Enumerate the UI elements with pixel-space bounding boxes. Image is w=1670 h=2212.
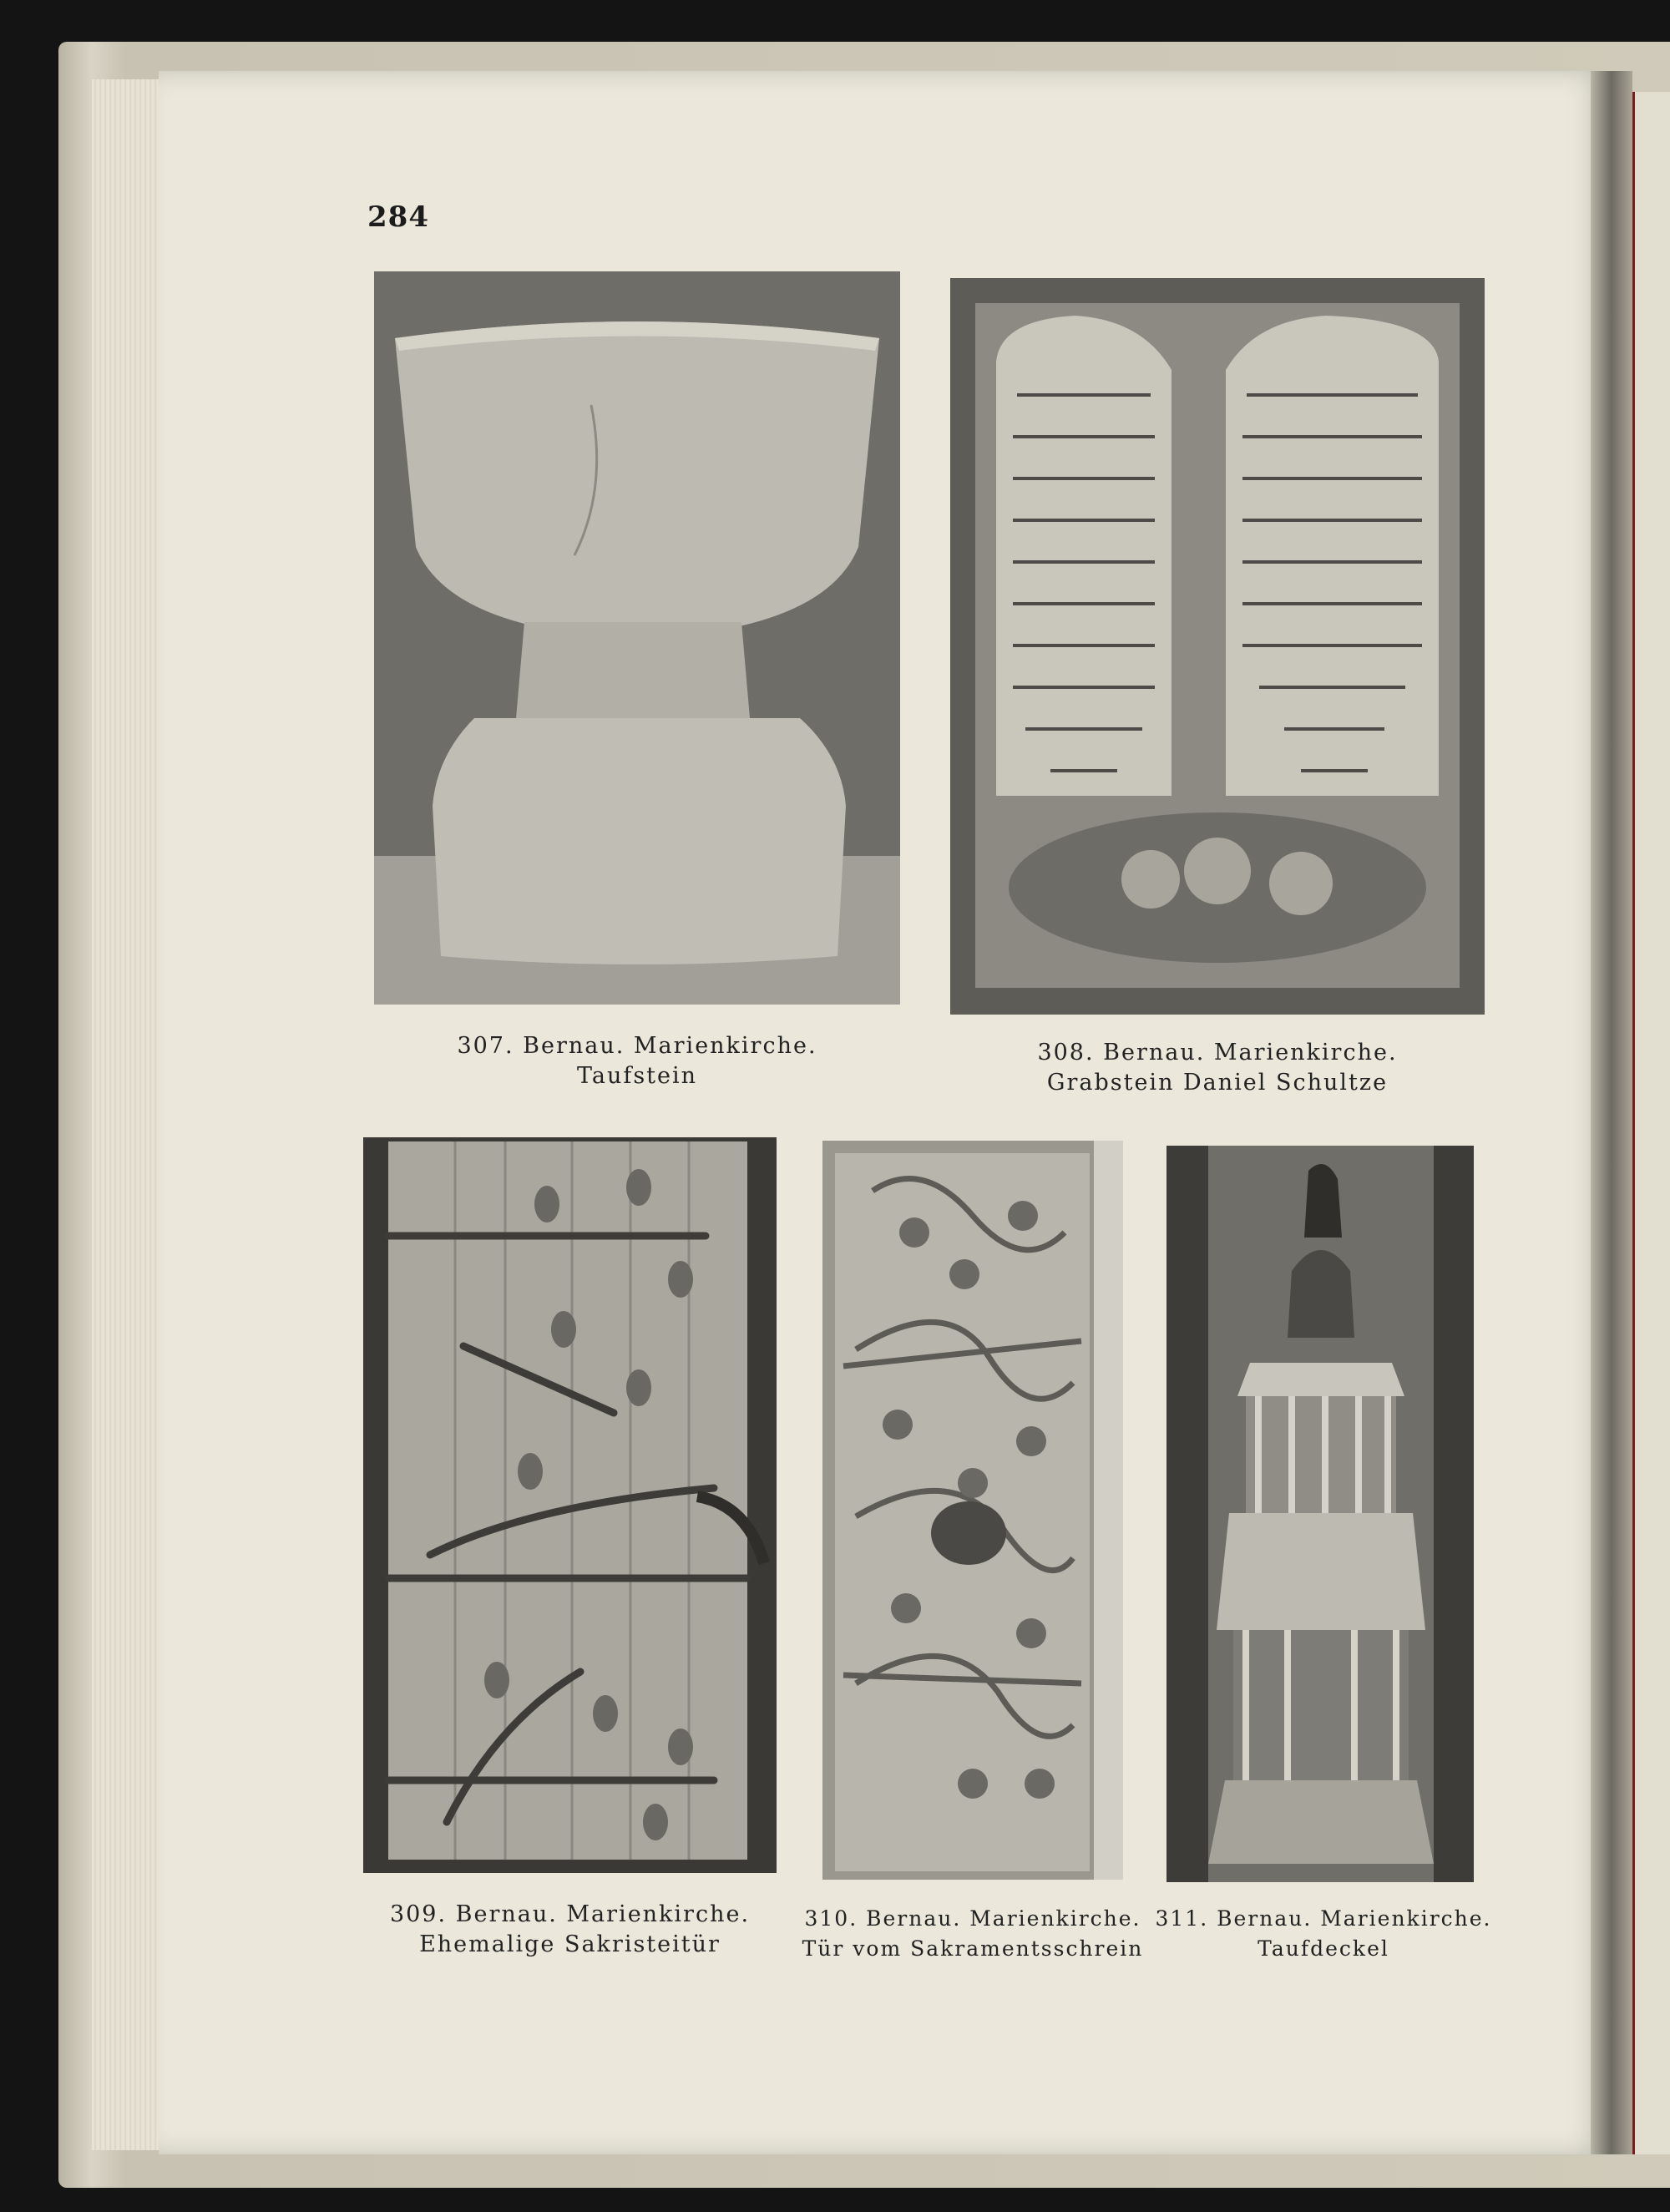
caption-fig-308 [950, 1038, 1485, 1098]
caption-title: 308. Bernau. Marienkirche. [1037, 1040, 1398, 1066]
facing-page-edge [1632, 92, 1670, 2154]
caption-subtitle: Taufstein [576, 1063, 698, 1089]
caption-title: 307. Bernau. Marienkirche. [457, 1033, 817, 1059]
caption-fig-311 [1152, 1904, 1495, 1964]
caption-subtitle: Ehemalige Sakristeitür [419, 1931, 721, 1957]
caption-fig-309 [363, 1900, 777, 1960]
page-number: 284 [367, 200, 429, 234]
caption-subtitle: Tür vom Sakramentsschrein [802, 1936, 1144, 1961]
caption-subtitle: Grabstein Daniel Schultze [1046, 1070, 1389, 1096]
photo-baptismal-font [374, 271, 900, 1005]
caption-subtitle: Taufdeckel [1258, 1936, 1389, 1961]
photo-sacristy-door [363, 1137, 777, 1873]
photo-font-cover [1166, 1146, 1474, 1882]
photo-sacrament-shrine-door [822, 1141, 1123, 1880]
caption-title: 309. Bernau. Marienkirche. [389, 1901, 751, 1927]
caption-fig-307 [374, 1031, 900, 1091]
photo-tombstone [950, 278, 1485, 1015]
caption-title: 310. Bernau. Marienkirche. [804, 1906, 1141, 1931]
caption-fig-310 [789, 1904, 1156, 1964]
book-gutter [1591, 71, 1632, 2154]
caption-title: 311. Bernau. Marienkirche. [1155, 1906, 1492, 1931]
